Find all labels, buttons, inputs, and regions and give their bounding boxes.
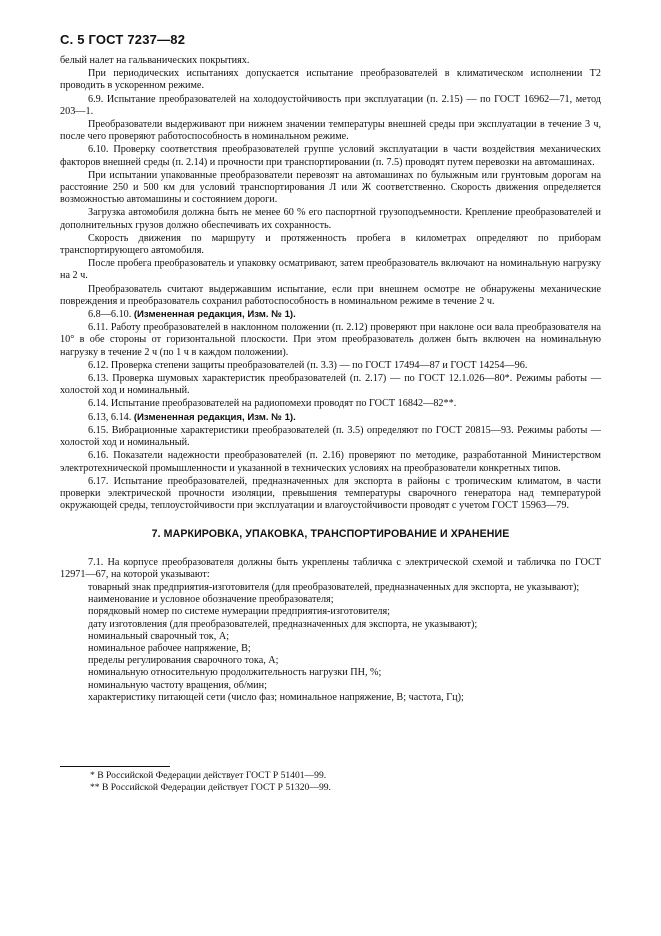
- footnotes: [60, 766, 601, 794]
- list-item: номинальный сварочный ток, А;: [88, 630, 230, 642]
- paragraph-6-9: 6.9. Испытание преобразователей на холодоустойчивость при эксплуатации (п. 2.15) — по ГОСТ 16962—71, метод 203—1.: [60, 93, 601, 117]
- list-item: дату изготовления (для преобразователей, предназначенных для экспорта, не указывают);: [88, 618, 478, 630]
- paragraph: белый налет на гальванических покрытиях.: [60, 55, 250, 66]
- list-item: номинальное рабочее напряжение, В;: [88, 642, 251, 654]
- edit-note-bold: (Измененная редакция, Изм. № 1).: [133, 411, 296, 423]
- paragraph: После пробега преобразователь и упаковку осматривают, затем преобразователь включают на номинальную нагрузку на 2 ч.: [60, 258, 601, 282]
- edit-note: [60, 412, 601, 424]
- footnote-divider: [60, 766, 170, 767]
- edit-note-prefix: 6.13, 6.14.: [88, 411, 134, 423]
- list-item: порядковый номер по системе нумерации предприятия-изготовителя;: [88, 606, 391, 618]
- footnote: * В Российской Федерации действует ГОСТ Р 51401—99.: [90, 770, 327, 781]
- paragraph-6-15: 6.15. Вибрационные характеристики преобразователей (п. 3.5) определяют по ГОСТ 20815—93. Режимы работы — холостой ход и номинальный.: [60, 424, 601, 449]
- paragraph-6-13: 6.13. Проверка шумовых характеристик преобразователей (п. 2.17) — по ГОСТ 12.1.026—80*. Режимы работы — холостой ход и номинальный.: [60, 373, 601, 397]
- paragraph: Преобразователь считают выдержавшим испытание, если при внешнем осмотре не обнаружены механические повреждения и преобразователь сохранил работоспособность в номинальном режиме в течение 2 ч.: [60, 283, 601, 307]
- document-body: [60, 55, 601, 704]
- list-item: номинальную относительную продолжительность нагрузки ПН, %;: [88, 667, 382, 679]
- list-item: пределы регулирования сварочного тока, А;: [88, 655, 279, 667]
- paragraph: Преобразователи выдерживают при нижнем значении температуры внешней среды при эксплуатации в течение 3 ч, после чего проверяют работоспособность в номинальном режиме.: [60, 119, 601, 143]
- paragraph-6-12: 6.12. Проверка степени защиты преобразователей (п. 3.3) — по ГОСТ 17494—87 и ГОСТ 14254—96.: [88, 359, 528, 371]
- paragraph-6-11: 6.11. Работу преобразователей в наклонном положении (п. 2.12) проверяют при наклоне оси вала преобразователя на 10° в обе стороны от горизонтальной плоскости. При этом преобразователь должен быть включен на номинальную нагрузку в течение 2 ч (по 1 ч в каждом положении).: [60, 322, 601, 358]
- footnote: ** В Российской Федерации действует ГОСТ Р 51320—99.: [90, 782, 331, 793]
- paragraph-6-10: 6.10. Проверку соответствия преобразователей группе условий эксплуатации в части воздействия механических факторов внешней среды (п. 2.14) и прочности при транспортировании (п. 7.5) проводят путем перевозки на автомашинах.: [60, 144, 601, 168]
- list-item: номинальную частоту вращения, об/мин;: [88, 679, 267, 691]
- section-title: 7. МАРКИРОВКА, УПАКОВКА, ТРАНСПОРТИРОВАНИЕ И ХРАНЕНИЕ: [151, 528, 510, 541]
- paragraph: Скорость движения по маршруту и протяженность пробега в километрах определяют по приборам транспортирующего автомобиля.: [60, 232, 601, 257]
- list-item: товарный знак предприятия-изготовителя (для преобразователей, предназначенных для экспорта, не указывают);: [88, 581, 580, 593]
- paragraph-7-1: 7.1. На корпусе преобразователя должны быть укреплены табличка с электрической схемой и табличка по ГОСТ 12971—67, на которой указывают:: [60, 556, 601, 580]
- paragraph-6-14: 6.14. Испытание преобразователей на радиопомехи проводят по ГОСТ 16842—82**.: [88, 398, 457, 410]
- edit-note-prefix: 6.8—6.10.: [88, 309, 134, 321]
- paragraph: При периодических испытаниях допускается испытание преобразователей в климатическом исполнении Т2 проводить в ускоренном режиме.: [60, 68, 601, 92]
- page-header: С. 5 ГОСТ 7237—82: [60, 32, 186, 47]
- paragraph: При испытании упакованные преобразователи перевозят на автомашинах по булыжным или грунтовым дорогам на расстояние 250 и 500 км для условий транспортирования Л или Ж соответственно. Скорость движения определяется возможностью автомашины и состоянием дороги.: [60, 169, 601, 206]
- paragraph-6-16: 6.16. Показатели надежности преобразователей (п. 2.16) проверяют по методике, разработанной Министерством электротехнической промышленности и указанной в технических условиях на преобразователи конкретных типов.: [60, 450, 601, 474]
- edit-note: [60, 309, 601, 321]
- paragraph-6-17: 6.17. Испытание преобразователей, предназначенных для экспорта в районы с тропическим климатом, в части проверки электрической прочности изоляции, превышения температуры сварочного генератора над температурой окружающей среды, теплоустойчивости при эксплуатации и влагоустойчивости проводят с учетом ГОСТ 15963—79.: [60, 475, 601, 512]
- edit-note-bold: (Измененная редакция, Изм. № 1).: [133, 309, 296, 321]
- list-item: наименование и условное обозначение преобразователя;: [88, 594, 334, 606]
- list-item: характеристику питающей сети (число фаз; номинальное напряжение, В; частота, Гц);: [88, 691, 464, 703]
- paragraph: Загрузка автомобиля должна быть не менее 60 % его паспортной грузоподъемности. Крепление преобразователей и дополнительных грузов должно обеспечивать их сохранность.: [60, 207, 601, 231]
